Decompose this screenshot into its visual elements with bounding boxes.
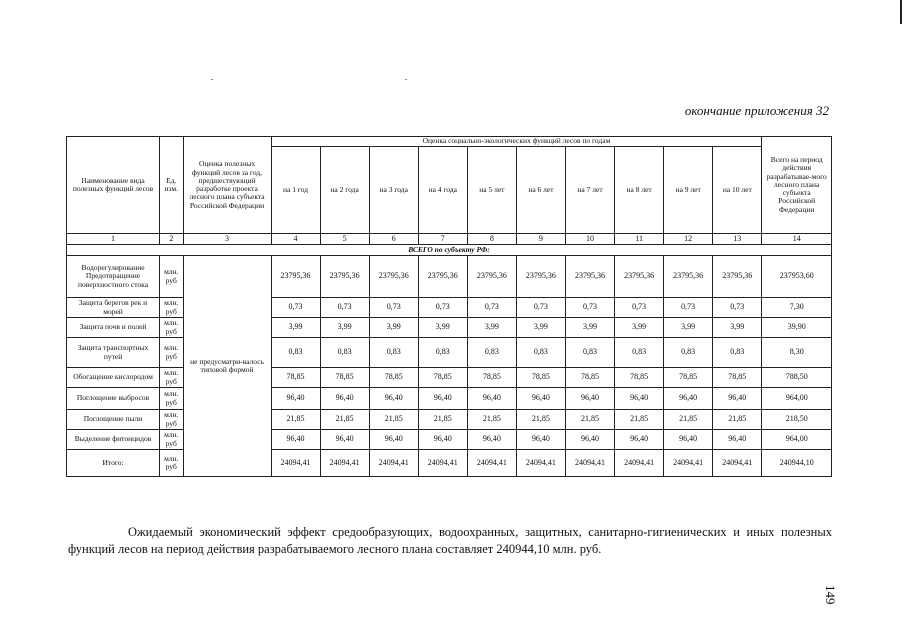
row-value: 96,40 <box>418 388 467 410</box>
row-value: 96,40 <box>713 388 762 410</box>
row-value: 96,40 <box>369 388 418 410</box>
row-unit: млн. руб <box>160 450 184 477</box>
row-value: 21,85 <box>713 410 762 430</box>
row-value: 3,99 <box>369 318 418 338</box>
scan-speck <box>211 79 213 80</box>
row-value: 96,40 <box>565 388 614 410</box>
row-total: 8,30 <box>762 338 832 368</box>
row-value: 23795,36 <box>369 256 418 298</box>
row-value: 0,83 <box>565 338 614 368</box>
header-year: на 2 года <box>320 147 369 234</box>
row-value: 3,99 <box>565 318 614 338</box>
table-row <box>67 388 832 410</box>
row-value: 0,73 <box>369 298 418 318</box>
row-value: 96,40 <box>467 388 516 410</box>
column-number: 9 <box>516 234 565 245</box>
header-year: на 10 лет <box>713 147 762 234</box>
row-value: 0,83 <box>615 338 664 368</box>
row-value: 96,40 <box>320 430 369 450</box>
row-value: 3,99 <box>271 318 320 338</box>
row-name: Поглощение пыли <box>67 410 160 430</box>
row-value: 78,85 <box>565 368 614 388</box>
row-value: 3,99 <box>713 318 762 338</box>
row-total: 240944,10 <box>762 450 832 477</box>
row-name: Итого: <box>67 450 160 477</box>
row-value: 0,73 <box>713 298 762 318</box>
column-number: 11 <box>615 234 664 245</box>
header-previous: Оценка полезных функций лесов за год, предшествующий разработке проекта лесного плана субъекта Российской Федерации <box>183 137 271 234</box>
row-value: 21,85 <box>467 410 516 430</box>
row-value: 96,40 <box>615 388 664 410</box>
row-value: 0,73 <box>615 298 664 318</box>
row-value: 23795,36 <box>516 256 565 298</box>
table-subheading: ВСЕГО по субъекту РФ: <box>67 245 832 256</box>
row-total: 964,00 <box>762 388 832 410</box>
row-value: 0,73 <box>565 298 614 318</box>
row-value: 0,83 <box>516 338 565 368</box>
page-number: 149 <box>823 585 838 605</box>
column-number: 8 <box>467 234 516 245</box>
header-year: на 3 года <box>369 147 418 234</box>
row-value: 96,40 <box>664 388 713 410</box>
row-unit: млн. руб <box>160 318 184 338</box>
row-value: 23795,36 <box>713 256 762 298</box>
row-value: 0,83 <box>271 338 320 368</box>
row-value: 96,40 <box>271 388 320 410</box>
row-value: 3,99 <box>467 318 516 338</box>
row-value: 21,85 <box>664 410 713 430</box>
row-value: 78,85 <box>516 368 565 388</box>
row-value: 78,85 <box>320 368 369 388</box>
row-name: Выделение фитонцидов <box>67 430 160 450</box>
row-value: 96,40 <box>664 430 713 450</box>
row-unit: млн. руб <box>160 410 184 430</box>
row-value: 96,40 <box>565 430 614 450</box>
table-row <box>67 338 832 368</box>
row-value: 96,40 <box>516 388 565 410</box>
row-value: 24094,41 <box>713 450 762 477</box>
column-number: 13 <box>713 234 762 245</box>
row-name: Обогащение кислородом <box>67 368 160 388</box>
header-total: Всего на период действия разрабатывае-мого лесного плана субъекта Российской Федерации <box>762 137 832 234</box>
row-value: 0,83 <box>418 338 467 368</box>
row-value: 21,85 <box>565 410 614 430</box>
column-number: 1 <box>67 234 160 245</box>
row-value: 21,85 <box>320 410 369 430</box>
page-edge-mark <box>900 0 902 24</box>
row-value: 78,85 <box>615 368 664 388</box>
note-cell: не предусматри-валось типовой формой <box>183 256 271 477</box>
row-value: 78,85 <box>713 368 762 388</box>
row-value: 24094,41 <box>664 450 713 477</box>
header-year: на 9 лет <box>664 147 713 234</box>
row-value: 3,99 <box>320 318 369 338</box>
column-number: 14 <box>762 234 832 245</box>
column-number: 2 <box>160 234 184 245</box>
row-unit: млн. руб <box>160 338 184 368</box>
scan-speck <box>405 79 407 80</box>
table-row <box>67 450 832 477</box>
column-number: 6 <box>369 234 418 245</box>
row-value: 96,40 <box>467 430 516 450</box>
table-row <box>67 368 832 388</box>
row-unit: млн. руб <box>160 368 184 388</box>
row-value: 24094,41 <box>516 450 565 477</box>
row-total: 218,50 <box>762 410 832 430</box>
row-total: 237953,60 <box>762 256 832 298</box>
row-value: 21,85 <box>418 410 467 430</box>
row-value: 78,85 <box>418 368 467 388</box>
row-value: 23795,36 <box>565 256 614 298</box>
row-value: 3,99 <box>664 318 713 338</box>
row-value: 21,85 <box>271 410 320 430</box>
row-value: 23795,36 <box>418 256 467 298</box>
row-unit: млн. руб <box>160 256 184 298</box>
row-name: Защита берегов рек и морей <box>67 298 160 318</box>
header-name: Наименование вида полезных функций лесов <box>67 137 160 234</box>
row-total: 7,30 <box>762 298 832 318</box>
column-number: 3 <box>183 234 271 245</box>
row-value: 0,83 <box>369 338 418 368</box>
header-year: на 1 год <box>271 147 320 234</box>
row-value: 3,99 <box>516 318 565 338</box>
row-total: 964,00 <box>762 430 832 450</box>
row-value: 21,85 <box>369 410 418 430</box>
row-value: 0,83 <box>713 338 762 368</box>
row-unit: млн. руб <box>160 298 184 318</box>
row-value: 0,83 <box>467 338 516 368</box>
row-value: 23795,36 <box>320 256 369 298</box>
conclusion-paragraph: Ожидаемый экономический эффект средообразующих, водоохранных, защитных, санитарно-гигиенических и иных полезных функций лесов на период действия разрабатываемого лесного плана составляет 240944,10 млн. руб. <box>68 525 832 556</box>
column-number: 4 <box>271 234 320 245</box>
row-name: Водорегулирование Предотвращение поверхностного стока <box>67 256 160 298</box>
row-value: 24094,41 <box>369 450 418 477</box>
row-name: Защита транспортных путей <box>67 338 160 368</box>
table-row <box>67 410 832 430</box>
row-total: 39,90 <box>762 318 832 338</box>
row-value: 0,73 <box>320 298 369 318</box>
row-value: 24094,41 <box>467 450 516 477</box>
header-unit: Ед. изм. <box>160 137 184 234</box>
row-name: Защита почв и полей <box>67 318 160 338</box>
row-value: 0,73 <box>467 298 516 318</box>
row-value: 0,83 <box>664 338 713 368</box>
row-value: 23795,36 <box>271 256 320 298</box>
row-value: 24094,41 <box>565 450 614 477</box>
header-year: на 4 года <box>418 147 467 234</box>
header-group: Оценка социально-экологических функций лесов по годам <box>271 137 762 147</box>
row-value: 0,83 <box>320 338 369 368</box>
row-value: 21,85 <box>516 410 565 430</box>
table-row <box>67 318 832 338</box>
row-value: 96,40 <box>369 430 418 450</box>
row-name: Поглощение выбросов <box>67 388 160 410</box>
column-number: 10 <box>565 234 614 245</box>
header-year: на 8 лет <box>615 147 664 234</box>
row-value: 0,73 <box>516 298 565 318</box>
column-number: 5 <box>320 234 369 245</box>
table-row <box>67 256 832 298</box>
header-year: на 6 лет <box>516 147 565 234</box>
row-value: 23795,36 <box>664 256 713 298</box>
forest-functions-table <box>66 136 832 477</box>
row-value: 3,99 <box>615 318 664 338</box>
table-row <box>67 430 832 450</box>
row-value: 23795,36 <box>615 256 664 298</box>
appendix-caption: окончание приложения 32 <box>684 103 829 118</box>
row-value: 96,40 <box>418 430 467 450</box>
row-value: 3,99 <box>418 318 467 338</box>
row-value: 78,85 <box>664 368 713 388</box>
row-value: 0,73 <box>664 298 713 318</box>
row-unit: млн. руб <box>160 388 184 410</box>
row-value: 0,73 <box>418 298 467 318</box>
row-value: 24094,41 <box>418 450 467 477</box>
row-unit: млн. руб <box>160 430 184 450</box>
header-year: на 5 лет <box>467 147 516 234</box>
row-value: 78,85 <box>467 368 516 388</box>
row-value: 96,40 <box>320 388 369 410</box>
row-total: 788,50 <box>762 368 832 388</box>
row-value: 24094,41 <box>320 450 369 477</box>
column-number: 7 <box>418 234 467 245</box>
row-value: 78,85 <box>369 368 418 388</box>
table-row <box>67 298 832 318</box>
row-value: 24094,41 <box>271 450 320 477</box>
header-year: на 7 лет <box>565 147 614 234</box>
row-value: 96,40 <box>516 430 565 450</box>
row-value: 0,73 <box>271 298 320 318</box>
column-number: 12 <box>664 234 713 245</box>
row-value: 21,85 <box>615 410 664 430</box>
row-value: 23795,36 <box>467 256 516 298</box>
row-value: 96,40 <box>271 430 320 450</box>
row-value: 24094,41 <box>615 450 664 477</box>
row-value: 96,40 <box>713 430 762 450</box>
row-value: 78,85 <box>271 368 320 388</box>
row-value: 96,40 <box>615 430 664 450</box>
